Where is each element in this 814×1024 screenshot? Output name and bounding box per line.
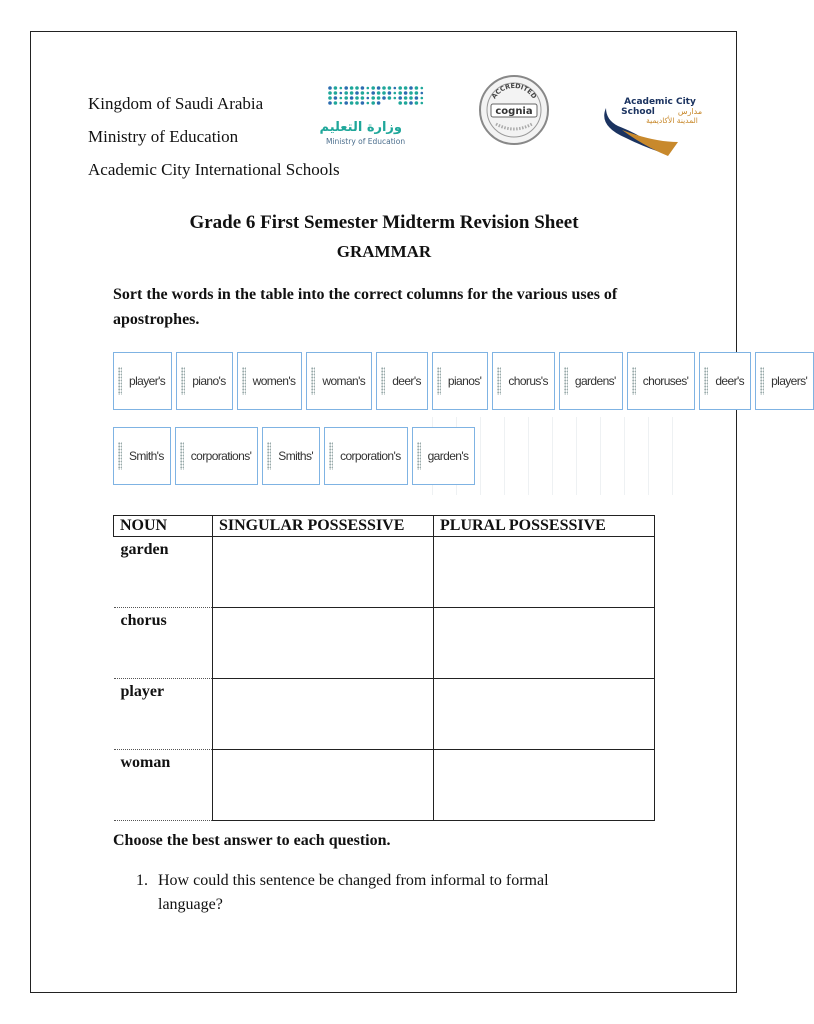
word-tile[interactable] [113,352,172,410]
worksheet-subject: GRAMMAR [336,242,432,261]
word-tile-label: piano's [192,374,226,388]
drag-handle-icon [760,367,764,395]
word-tile[interactable] [412,427,476,485]
table-row [114,679,655,750]
header-plural-possessive: PLURAL POSSESSIVE [434,516,655,537]
word-tile[interactable] [492,352,555,410]
cognia-accredited-text: ACCREDITED [489,81,539,101]
worksheet-title: Grade 6 First Semester Midterm Revision Sheet [189,212,579,233]
header-ministry: Ministry of Education [88,127,239,146]
drag-handle-icon [311,367,315,395]
word-tile-label: player's [129,374,166,388]
header-school: Academic City International Schools [88,160,340,179]
drag-handle-icon [417,442,421,470]
drag-handle-icon [632,367,636,395]
word-tiles-row-2 [113,427,475,485]
drag-handle-icon [497,367,501,395]
word-tile-label: deer's [392,374,421,388]
moe-english-text: Ministry of Education [326,137,406,146]
word-tile[interactable] [237,352,303,410]
sorting-instruction: Sort the words in the table into the correct columns for the various uses of apostrophes. [113,286,618,328]
moe-arabic-text: وزارة التعليم [319,120,402,135]
apostrophe-sorting-table [113,515,655,821]
word-tile-label: deer's [715,374,745,388]
academic-city-school-logo [596,92,708,158]
drag-handle-icon [267,442,271,470]
word-tile-label: garden's [427,449,469,463]
school-header [88,92,340,191]
word-tile[interactable] [176,352,232,410]
plural-drop-cell[interactable] [434,750,655,821]
word-tile[interactable] [262,427,320,485]
word-tile[interactable] [306,352,372,410]
plural-drop-cell[interactable] [434,608,655,679]
drag-handle-icon [181,367,185,395]
section-instruction: Choose the best answer to each question. [113,832,391,849]
singular-drop-cell[interactable] [213,537,434,608]
drag-handle-icon [180,442,184,470]
acs-arabic-line1: مدارس [677,107,703,116]
acs-name-line2: School [621,107,655,117]
table-row [114,537,655,608]
word-tile[interactable] [699,352,751,410]
word-tile[interactable] [755,352,814,410]
cognia-name: cognia [495,106,533,117]
word-tile[interactable] [324,427,408,485]
word-tile-label: corporations' [190,449,252,463]
header-noun: NOUN [114,516,213,537]
acs-name-line1: Academic City [624,97,696,107]
drag-handle-icon [329,442,333,470]
word-tile[interactable] [432,352,488,410]
plural-drop-cell[interactable] [434,537,655,608]
word-tile-label: pianos' [447,374,482,388]
word-tile[interactable] [627,352,696,410]
drag-handle-icon [564,367,568,395]
drag-handle-icon [704,367,708,395]
question-1 [136,869,606,917]
noun-cell: player [114,679,213,750]
acs-arabic-line2: المدينة الأكاديمية [646,116,698,125]
table-row [114,750,655,821]
drag-handle-icon [118,442,122,470]
word-tile-label: Smiths' [278,449,314,463]
word-tile[interactable] [113,427,171,485]
table-row [114,608,655,679]
word-tile[interactable] [175,427,259,485]
word-tile-label: corporation's [340,449,401,463]
word-tile-label: woman's [322,374,366,388]
drag-handle-icon [381,367,385,395]
word-tile[interactable] [376,352,428,410]
question-number: 1. [136,872,148,889]
drag-handle-icon [242,367,246,395]
word-tile-label: women's [252,374,296,388]
singular-drop-cell[interactable] [213,750,434,821]
singular-drop-cell[interactable] [213,679,434,750]
word-tile-label: chorus's [508,374,548,388]
noun-cell: woman [114,750,213,821]
drag-handle-icon [437,367,441,395]
word-tile-label: Smith's [129,449,164,463]
drag-handle-icon [118,367,122,395]
word-tile-label: choruses' [642,374,689,388]
header-singular-possessive: SINGULAR POSSESSIVE [213,516,434,537]
singular-drop-cell[interactable] [213,608,434,679]
ministry-of-education-logo [319,82,432,146]
header-country: Kingdom of Saudi Arabia [88,94,264,113]
question-text: How could this sentence be changed from informal to formal language? [158,872,549,913]
noun-cell: garden [114,537,213,608]
cognia-accreditation-seal [478,74,550,146]
word-tiles-row-1 [113,352,814,410]
plural-drop-cell[interactable] [434,679,655,750]
word-tile-label: gardens' [574,374,616,388]
noun-cell: chorus [114,608,213,679]
word-tile-label: players' [771,374,808,388]
word-tile[interactable] [559,352,623,410]
